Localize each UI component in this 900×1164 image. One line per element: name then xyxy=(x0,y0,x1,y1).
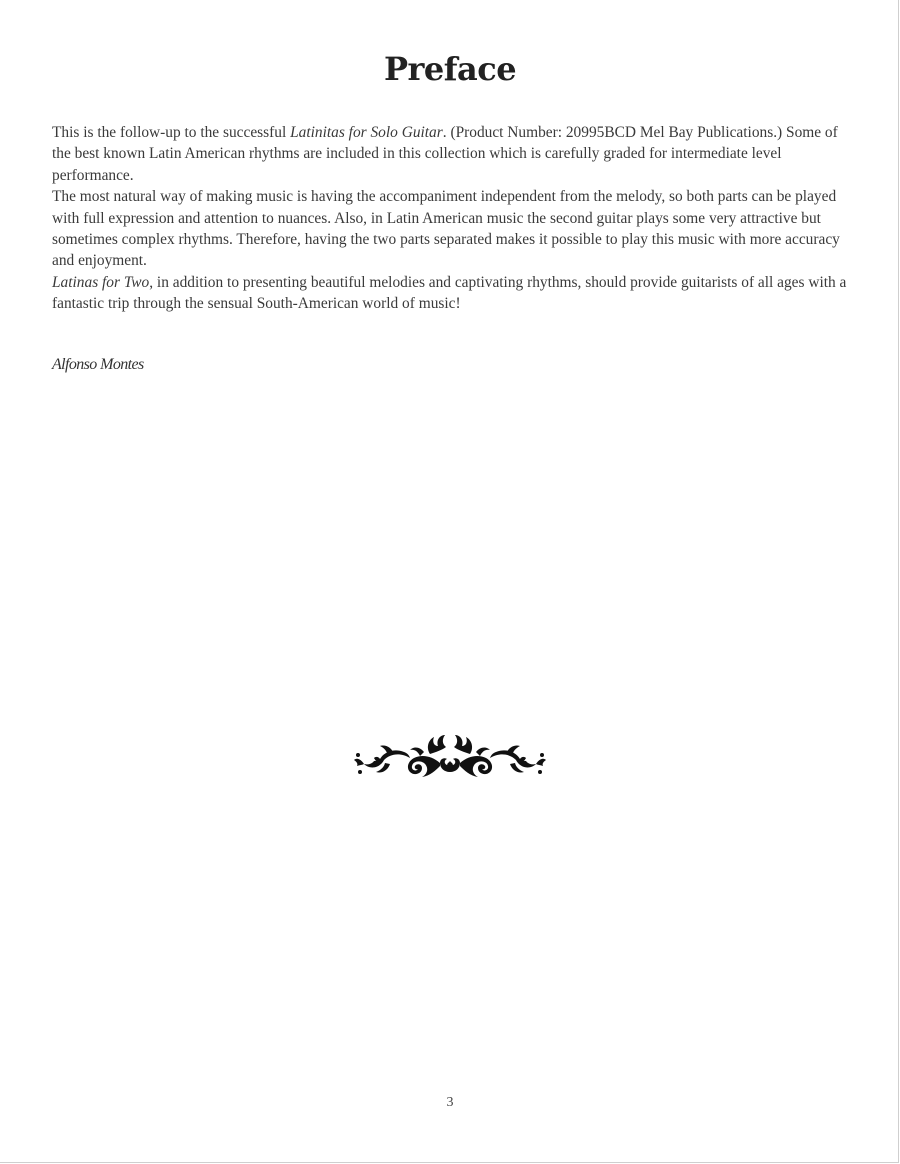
book-title-latinas: Latinas for Two xyxy=(52,273,150,291)
page-number: 3 xyxy=(446,1095,454,1110)
paragraph-accompaniment: The most natural way of making music is having the accompaniment independent from the melody, so both parts can be played with full expression and attention to nuances. Also, in Latin American music the second guitar plays some very attractive but sometimes complex rhythms. Therefore, having the two parts separated makes it possible to play this music with more accuracy and enjoyment. xyxy=(52,188,840,270)
conclusion-text: , in addition to presenting beautiful melodies and captivating rhythms, should provide guitarists of all ages with a fantastic trip through the sensual South-American world of music! xyxy=(52,273,847,313)
page-title: Preface xyxy=(383,50,517,88)
floral-ornament-icon xyxy=(354,728,546,782)
preface-body xyxy=(52,122,852,315)
paragraph-conclusion xyxy=(52,272,852,315)
intro-text-start: This is the follow-up to the successful xyxy=(52,124,291,141)
author-signature: Alfonso Montes xyxy=(52,356,144,373)
book-title-latinitas: Latinitas for Solo Guitar xyxy=(290,124,443,141)
paragraph-intro xyxy=(52,122,852,186)
intro-text-end: . (Product Number: 20995BCD Mel Bay Publications.) Some of the best known Latin American rhythms are included in this collection which is carefully graded for intermediate level performance. xyxy=(52,124,838,184)
